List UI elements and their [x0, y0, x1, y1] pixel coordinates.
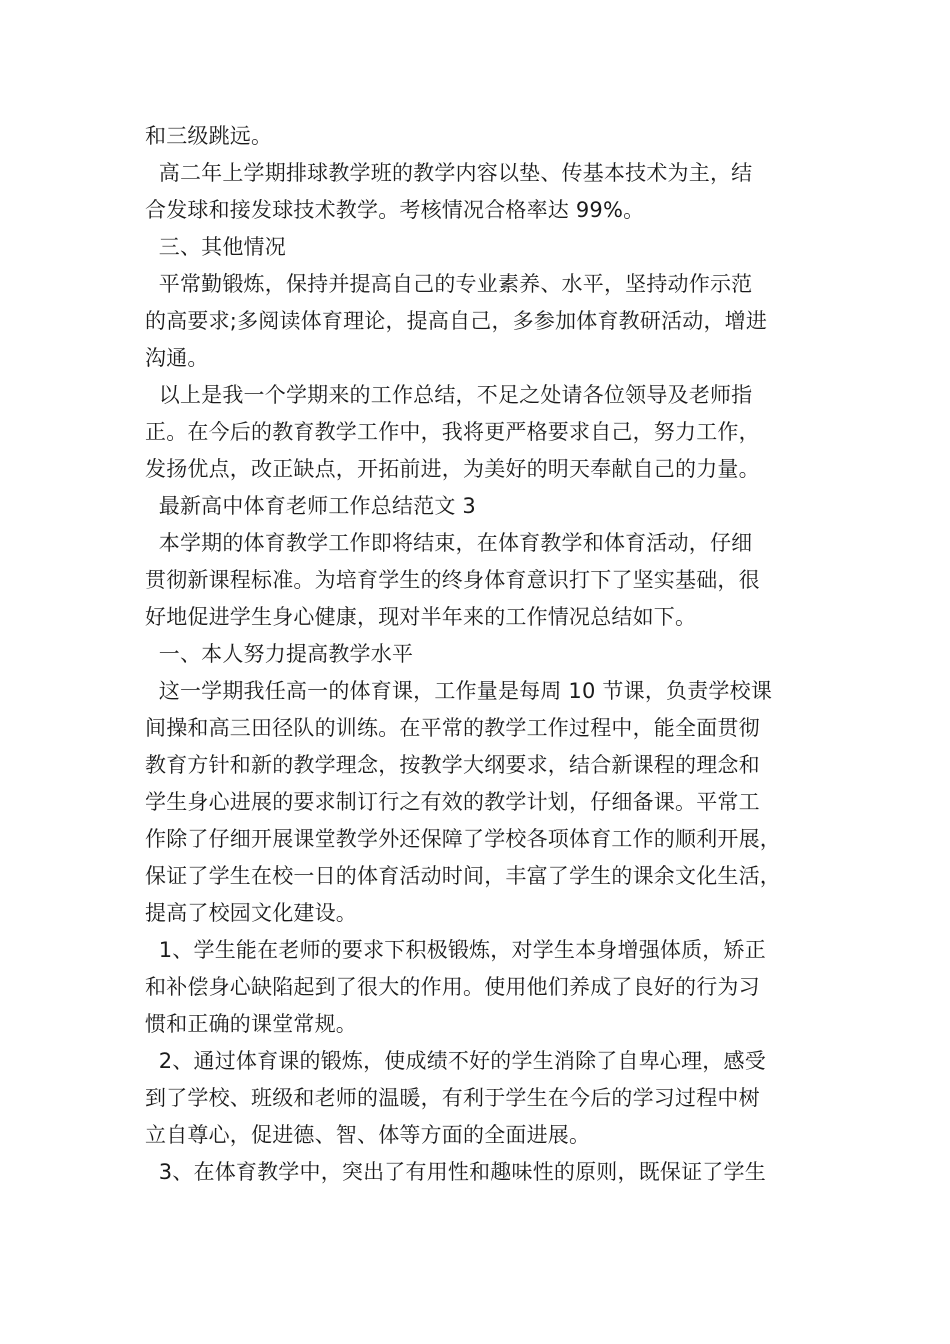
- text-line: 1、学生能在老师的要求下积极锻炼，对学生本身增强体质，矫正: [145, 938, 766, 962]
- text-line: 到了学校、班级和老师的温暖，有利于学生在今后的学习过程中树: [145, 1086, 760, 1110]
- text-line: 学生身心进展的要求制订行之有效的教学计划，仔细备课。平常工: [145, 790, 760, 814]
- text-line: 合发球和接发球技术教学。考核情况合格率达 99%。: [145, 198, 645, 222]
- section-heading: 三、其他情况: [145, 235, 286, 259]
- text-line: 发扬优点，改正缺点，开拓前进，为美好的明天奉献自己的力量。: [145, 457, 760, 481]
- text-line: 平常勤锻炼，保持并提高自己的专业素养、水平，坚持动作示范: [145, 272, 753, 296]
- text-line: 高二年上学期排球教学班的教学内容以垫、传基本技术为主，结: [145, 161, 753, 185]
- text-line: 的高要求;多阅读体育理论，提高自己，多参加体育教研活动，增进: [145, 309, 768, 333]
- text-line: 以上是我一个学期来的工作总结，不足之处请各位领导及老师指: [145, 383, 753, 407]
- text-line: 2、通过体育课的锻炼，使成绩不好的学生消除了自卑心理，感受: [145, 1049, 766, 1073]
- section-heading: 一、本人努力提高教学水平: [145, 642, 414, 666]
- text-line: 沟通。: [145, 346, 209, 370]
- text-line: 作除了仔细开展课堂教学外还保障了学校各项体育工作的顺利开展，: [145, 827, 781, 851]
- text-line: 立自尊心，促进德、智、体等方面的全面进展。: [145, 1123, 591, 1147]
- text-line: 这一学期我任高一的体育课，工作量是每周 10 节课，负责学校课: [145, 679, 773, 703]
- text-line: 间操和高三田径队的训练。在平常的教学工作过程中，能全面贯彻: [145, 716, 760, 740]
- text-line: 正。在今后的教育教学工作中，我将更严格要求自己，努力工作，: [145, 420, 760, 444]
- text-line: 教育方针和新的教学理念，按教学大纲要求，结合新课程的理念和: [145, 753, 760, 777]
- text-line: 提高了校园文化建设。: [145, 901, 357, 925]
- text-line: 保证了学生在校一日的体育活动时间，丰富了学生的课余文化生活，: [145, 864, 781, 888]
- text-line: 和三级跳远。: [145, 124, 273, 148]
- document-title: 最新高中体育老师工作总结范文 3: [145, 494, 476, 518]
- text-line: 惯和正确的课堂常规。: [145, 1012, 357, 1036]
- text-line: 3、在体育教学中，突出了有用性和趣味性的原则，既保证了学生: [145, 1160, 766, 1184]
- text-line: 和补偿身心缺陷起到了很大的作用。使用他们养成了良好的行为习: [145, 975, 760, 999]
- text-line: 本学期的体育教学工作即将结束，在体育教学和体育活动，仔细: [145, 531, 753, 555]
- text-line: 贯彻新课程标准。为培育学生的终身体育意识打下了坚实基础，很: [145, 568, 760, 592]
- text-line: 好地促进学生身心健康，现对半年来的工作情况总结如下。: [145, 605, 697, 629]
